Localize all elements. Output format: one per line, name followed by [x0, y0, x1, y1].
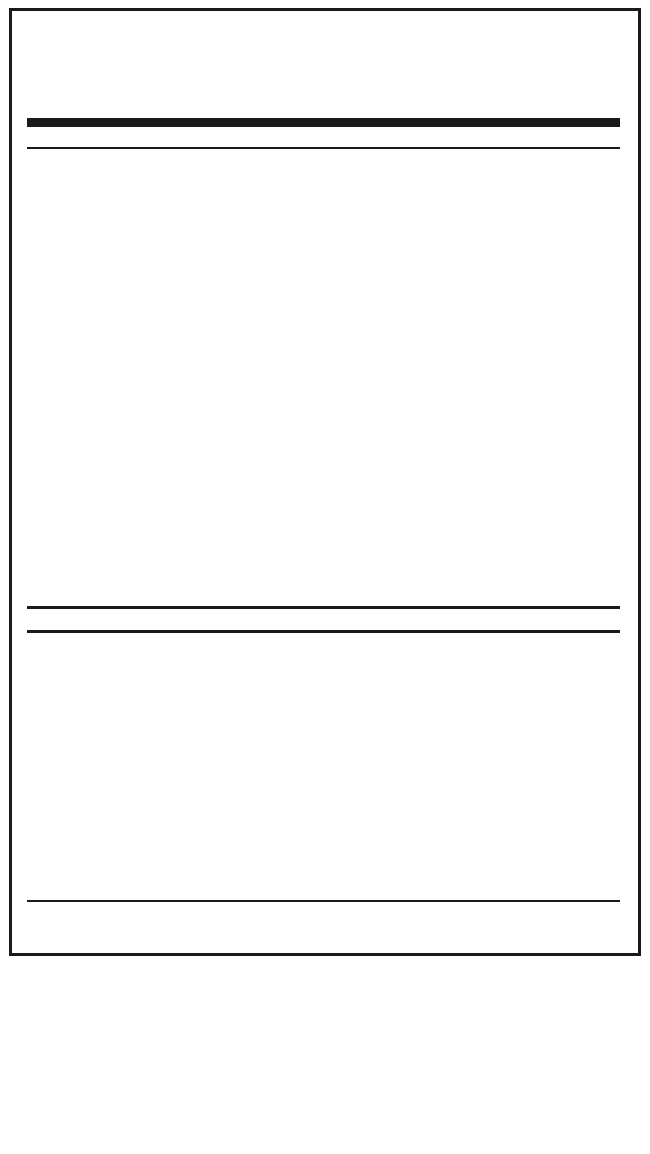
supplement-facts-panel [9, 8, 641, 956]
thick-divider [27, 630, 620, 633]
divider [27, 900, 620, 902]
blend-row [27, 608, 620, 632]
amount-header-row [27, 122, 620, 146]
other-ingredients [27, 906, 627, 910]
divider [27, 147, 620, 149]
